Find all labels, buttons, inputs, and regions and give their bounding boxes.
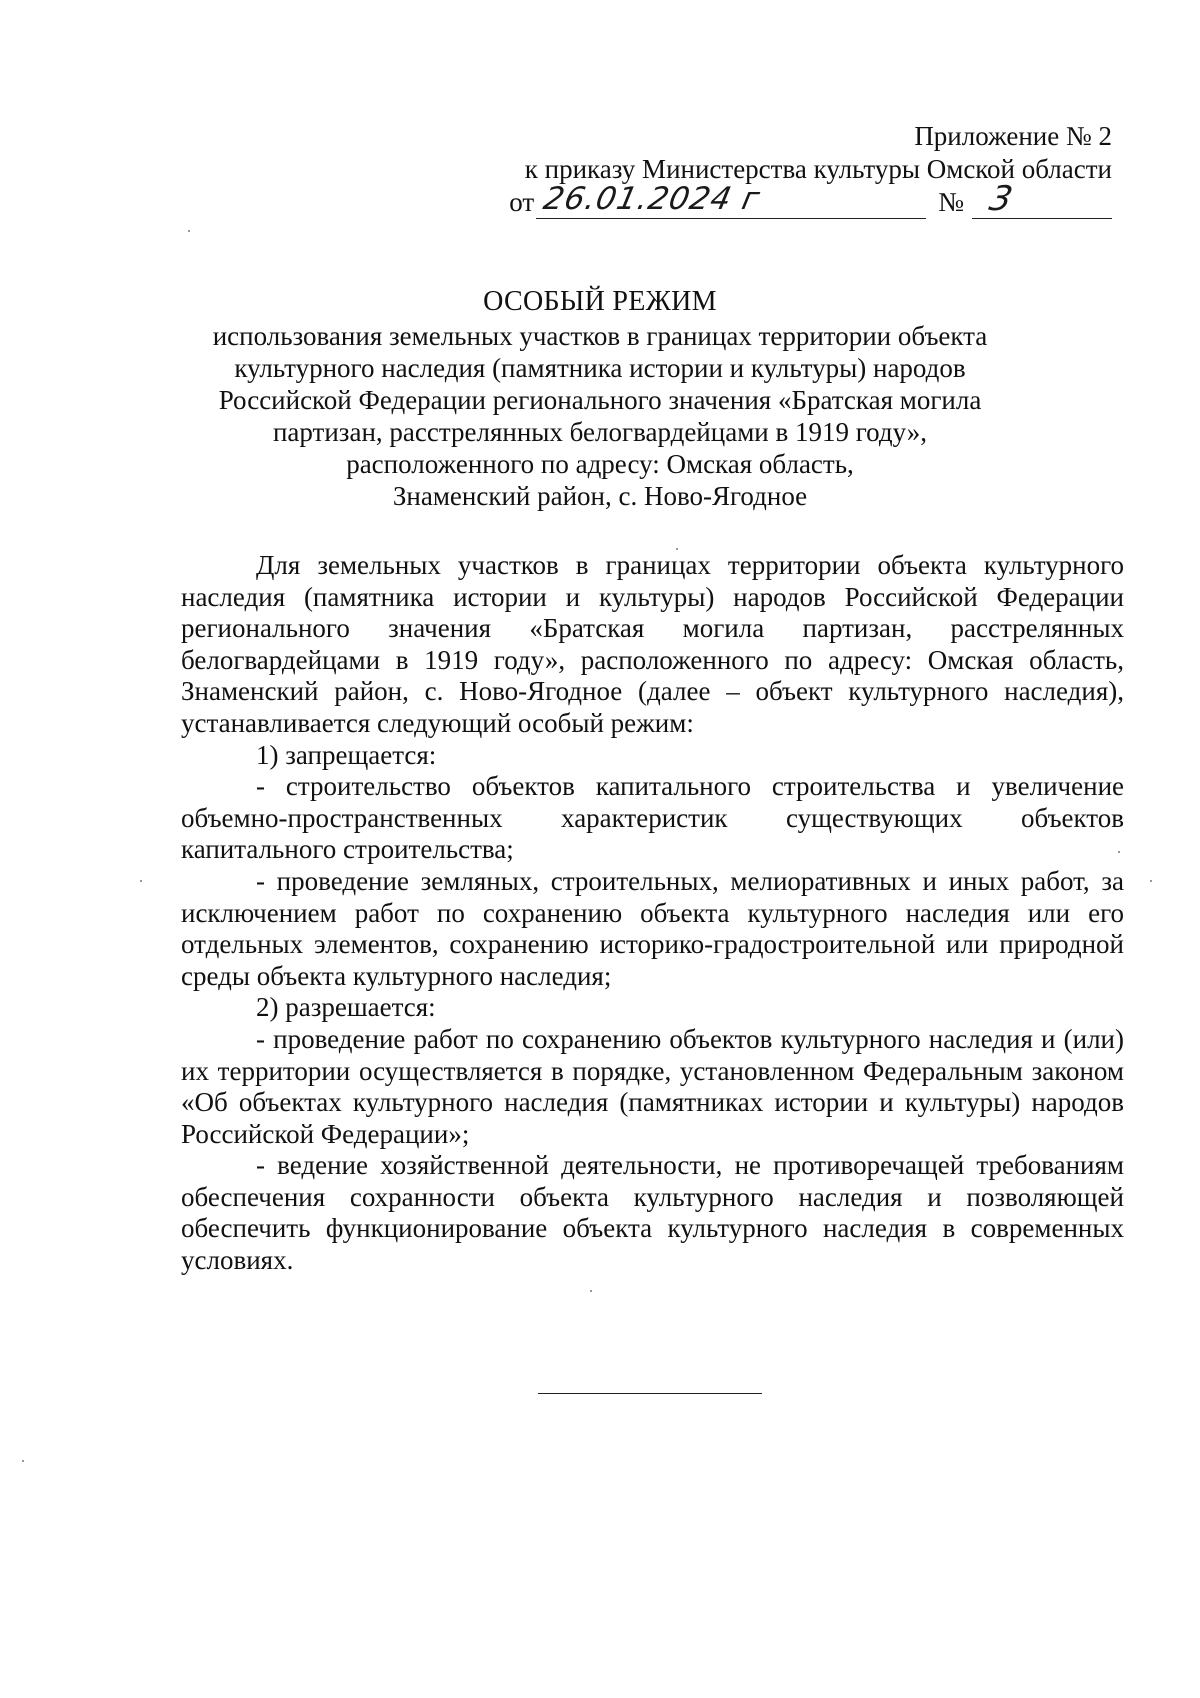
- body-paragraph: - строительство объектов капитального строительства и увеличение объемно-пространственных характеристик существующих объектов капитального строительства;: [181, 771, 1124, 865]
- number-field: [972, 179, 1112, 219]
- scan-speck: [188, 230, 190, 232]
- order-reference: к приказу Министерства культуры Омской области: [524, 154, 1112, 184]
- number-label: №: [938, 187, 964, 217]
- title-line: расположенного по адресу: Омская область,: [346, 449, 854, 479]
- appendix-header: [509, 120, 1112, 219]
- body-paragraph: Для земельных участков в границах территории объекта культурного наследия (памятника истории и культуры) народов Российской Федерации регионального значения «Братская могила партизан, расстрелянных белогвардейцами в 1919 году», расположенного по адресу: Омская область, Знаменский район, с. Ново-Ягодное (далее – объект культурного наследия), устанавливается следующий особый режим:: [181, 550, 1124, 738]
- title-main: ОСОБЫЙ РЕЖИМ: [483, 286, 717, 317]
- document-title: [160, 286, 1040, 512]
- title-line: Российской Федерации регионального значения «Братская могила: [218, 385, 982, 415]
- date-field: [536, 181, 926, 219]
- body-paragraph: - ведение хозяйственной деятельности, не противоречащей требованиям обеспечения сохранности объекта культурного наследия и позволяющей обеспечить функционирование объекта культурного наследия в современных условиях.: [181, 1150, 1124, 1276]
- document-body: [181, 550, 1124, 1277]
- scan-speck: [22, 1460, 24, 1462]
- handwritten-number: 3: [985, 179, 1017, 219]
- scan-speck: [140, 880, 142, 882]
- title-line: культурного наследия (памятника истории и культуры) народов: [234, 353, 966, 383]
- scan-speck: [1118, 851, 1120, 853]
- scan-speck: [676, 548, 678, 550]
- body-paragraph: 2) разрешается:: [256, 992, 436, 1023]
- body-paragraph: 1) запрещается:: [256, 739, 437, 770]
- title-line: использования земельных участков в границах территории объекта: [212, 321, 988, 351]
- title-line: Знаменский район, с. Ново-Ягодное: [392, 481, 808, 511]
- appendix-number: Приложение № 2: [914, 121, 1112, 151]
- handwritten-date: 26.01.2024 г: [540, 181, 764, 217]
- title-line: партизан, расстрелянных белогвардейцами в 1919 году»,: [272, 417, 928, 447]
- scan-speck: [590, 1290, 592, 1292]
- from-label: от: [509, 187, 535, 217]
- closing-divider: [538, 1393, 762, 1394]
- scan-speck: [1150, 880, 1152, 882]
- order-date-number-line: [509, 179, 1112, 219]
- body-paragraph: - проведение земляных, строительных, мелиоративных и иных работ, за исключением работ по сохранению объекта культурного наследия или его отдельных элементов, сохранению историко-градостроительной или природной среды объекта культурного наследия;: [181, 865, 1124, 991]
- body-paragraph: - проведение работ по сохранению объектов культурного наследия и (или) их территории осуществляется в порядке, установленном Федеральным законом «Об объектах культурного наследия (памятниках истории и культуры) народов Российской Федерации»;: [181, 1023, 1124, 1149]
